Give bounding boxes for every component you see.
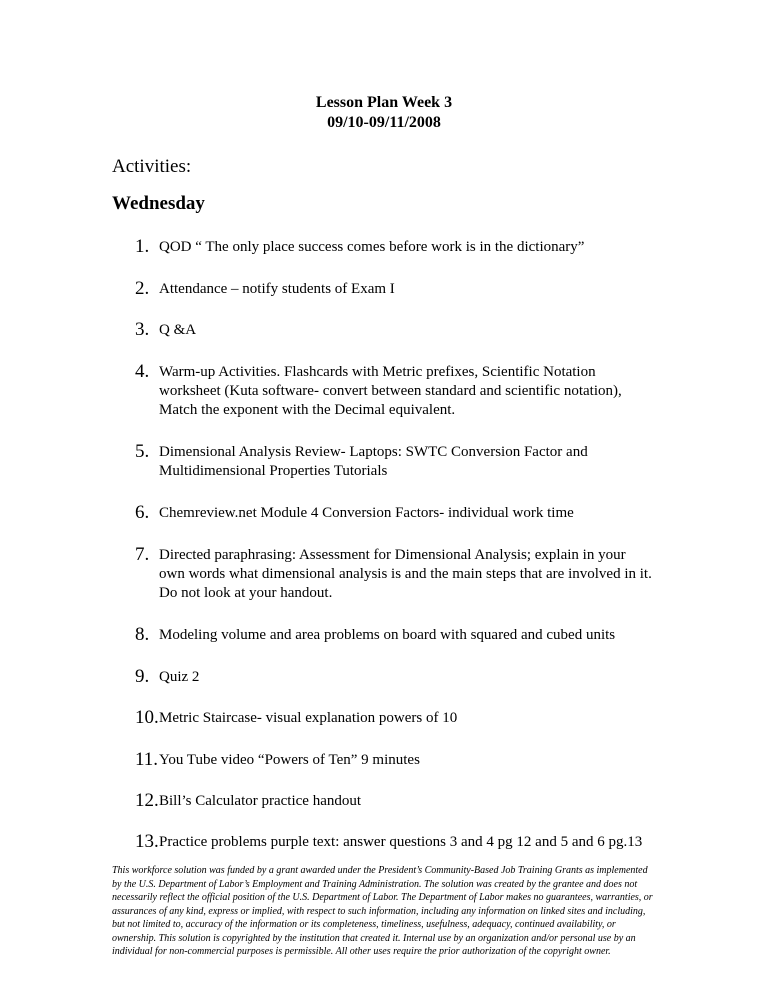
activities-heading: Activities: bbox=[112, 156, 192, 177]
list-item-text: Dimensional Analysis Review- Laptops: SWTC Conversion Factor and Multidimensional Properties Tutorials bbox=[159, 444, 588, 479]
list-item bbox=[135, 833, 695, 852]
list-item-number: 2. bbox=[135, 278, 150, 299]
day-heading: Wednesday bbox=[112, 193, 205, 214]
list-item bbox=[135, 280, 655, 299]
list-item-number: 10. bbox=[135, 707, 159, 728]
list-item-number: 8. bbox=[135, 624, 150, 645]
footer-disclaimer: This workforce solution was funded by a grant awarded under the President’s Community-Based Job Training Grants as implemented by the U.S. Department of Labor’s Employment and Training Administration. The solution was created by the grantee and does not necessarily reflect the official position of the U.S. Department of Labor. The Department of Labor makes no guarantees, warranties, or assurances of any kind, express or implied, with respect to such information, including any information on linked sites and including, but not limited to, accuracy of the information or its completeness, timeliness, usefulness, adequacy, continued availability, or ownership. This solution is copyrighted by the institution that created it. Internal use by an organization and/or personal use by an individual for non-commercial purposes is permissible. All other uses require the prior authorization of the copyright owner. bbox=[112, 865, 653, 957]
list-item-text: Q &A bbox=[159, 322, 197, 338]
list-item-text: Bill’s Calculator practice handout bbox=[159, 793, 362, 809]
list-item bbox=[135, 792, 655, 811]
list-item bbox=[135, 363, 655, 420]
list-item-text: Warm-up Activities. Flashcards with Metric prefixes, Scientific Notation worksheet (Kuta software- convert between standard and scientific notation), Match the exponent with the Decimal equivalent. bbox=[159, 364, 622, 418]
document-dates: 09/10-09/11/2008 bbox=[327, 114, 441, 131]
list-item bbox=[135, 504, 655, 523]
document-title: Lesson Plan Week 3 bbox=[315, 94, 453, 111]
list-item-number: 7. bbox=[135, 544, 150, 565]
list-item-text: Practice problems purple text: answer questions 3 and 4 pg 12 and 5 and 6 pg.13 bbox=[159, 834, 643, 850]
list-item-text: Metric Staircase- visual explanation powers of 10 bbox=[159, 710, 458, 726]
list-item-number: 5. bbox=[135, 441, 150, 462]
list-item bbox=[135, 751, 655, 770]
list-item-number: 11. bbox=[135, 749, 159, 770]
list-item-number: 6. bbox=[135, 502, 150, 523]
list-item bbox=[135, 668, 655, 687]
list-item bbox=[135, 238, 655, 257]
list-item-text: QOD “ The only place success comes before work is in the dictionary” bbox=[159, 239, 585, 255]
list-item-text: Attendance – notify students of Exam I bbox=[159, 281, 395, 297]
list-item bbox=[135, 443, 655, 481]
list-item-number: 12. bbox=[135, 790, 159, 811]
list-item-number: 9. bbox=[135, 666, 150, 687]
list-item-text: Modeling volume and area problems on board with squared and cubed units bbox=[159, 627, 616, 643]
list-item-text: Directed paraphrasing: Assessment for Dimensional Analysis; explain in your own words what dimensional analysis is and the main steps that are involved in it. Do not look at your handout. bbox=[159, 547, 652, 601]
list-item bbox=[135, 546, 655, 603]
list-item bbox=[135, 626, 655, 645]
list-item-number: 3. bbox=[135, 319, 150, 340]
list-item-number: 4. bbox=[135, 361, 150, 382]
list-item bbox=[135, 321, 655, 340]
list-item-number: 1. bbox=[135, 236, 150, 257]
list-item-text: You Tube video “Powers of Ten” 9 minutes bbox=[159, 752, 420, 768]
list-item-text: Chemreview.net Module 4 Conversion Factors- individual work time bbox=[159, 505, 574, 521]
list-item bbox=[135, 709, 655, 728]
list-item-text: Quiz 2 bbox=[159, 669, 200, 685]
list-item-number: 13. bbox=[135, 831, 159, 852]
